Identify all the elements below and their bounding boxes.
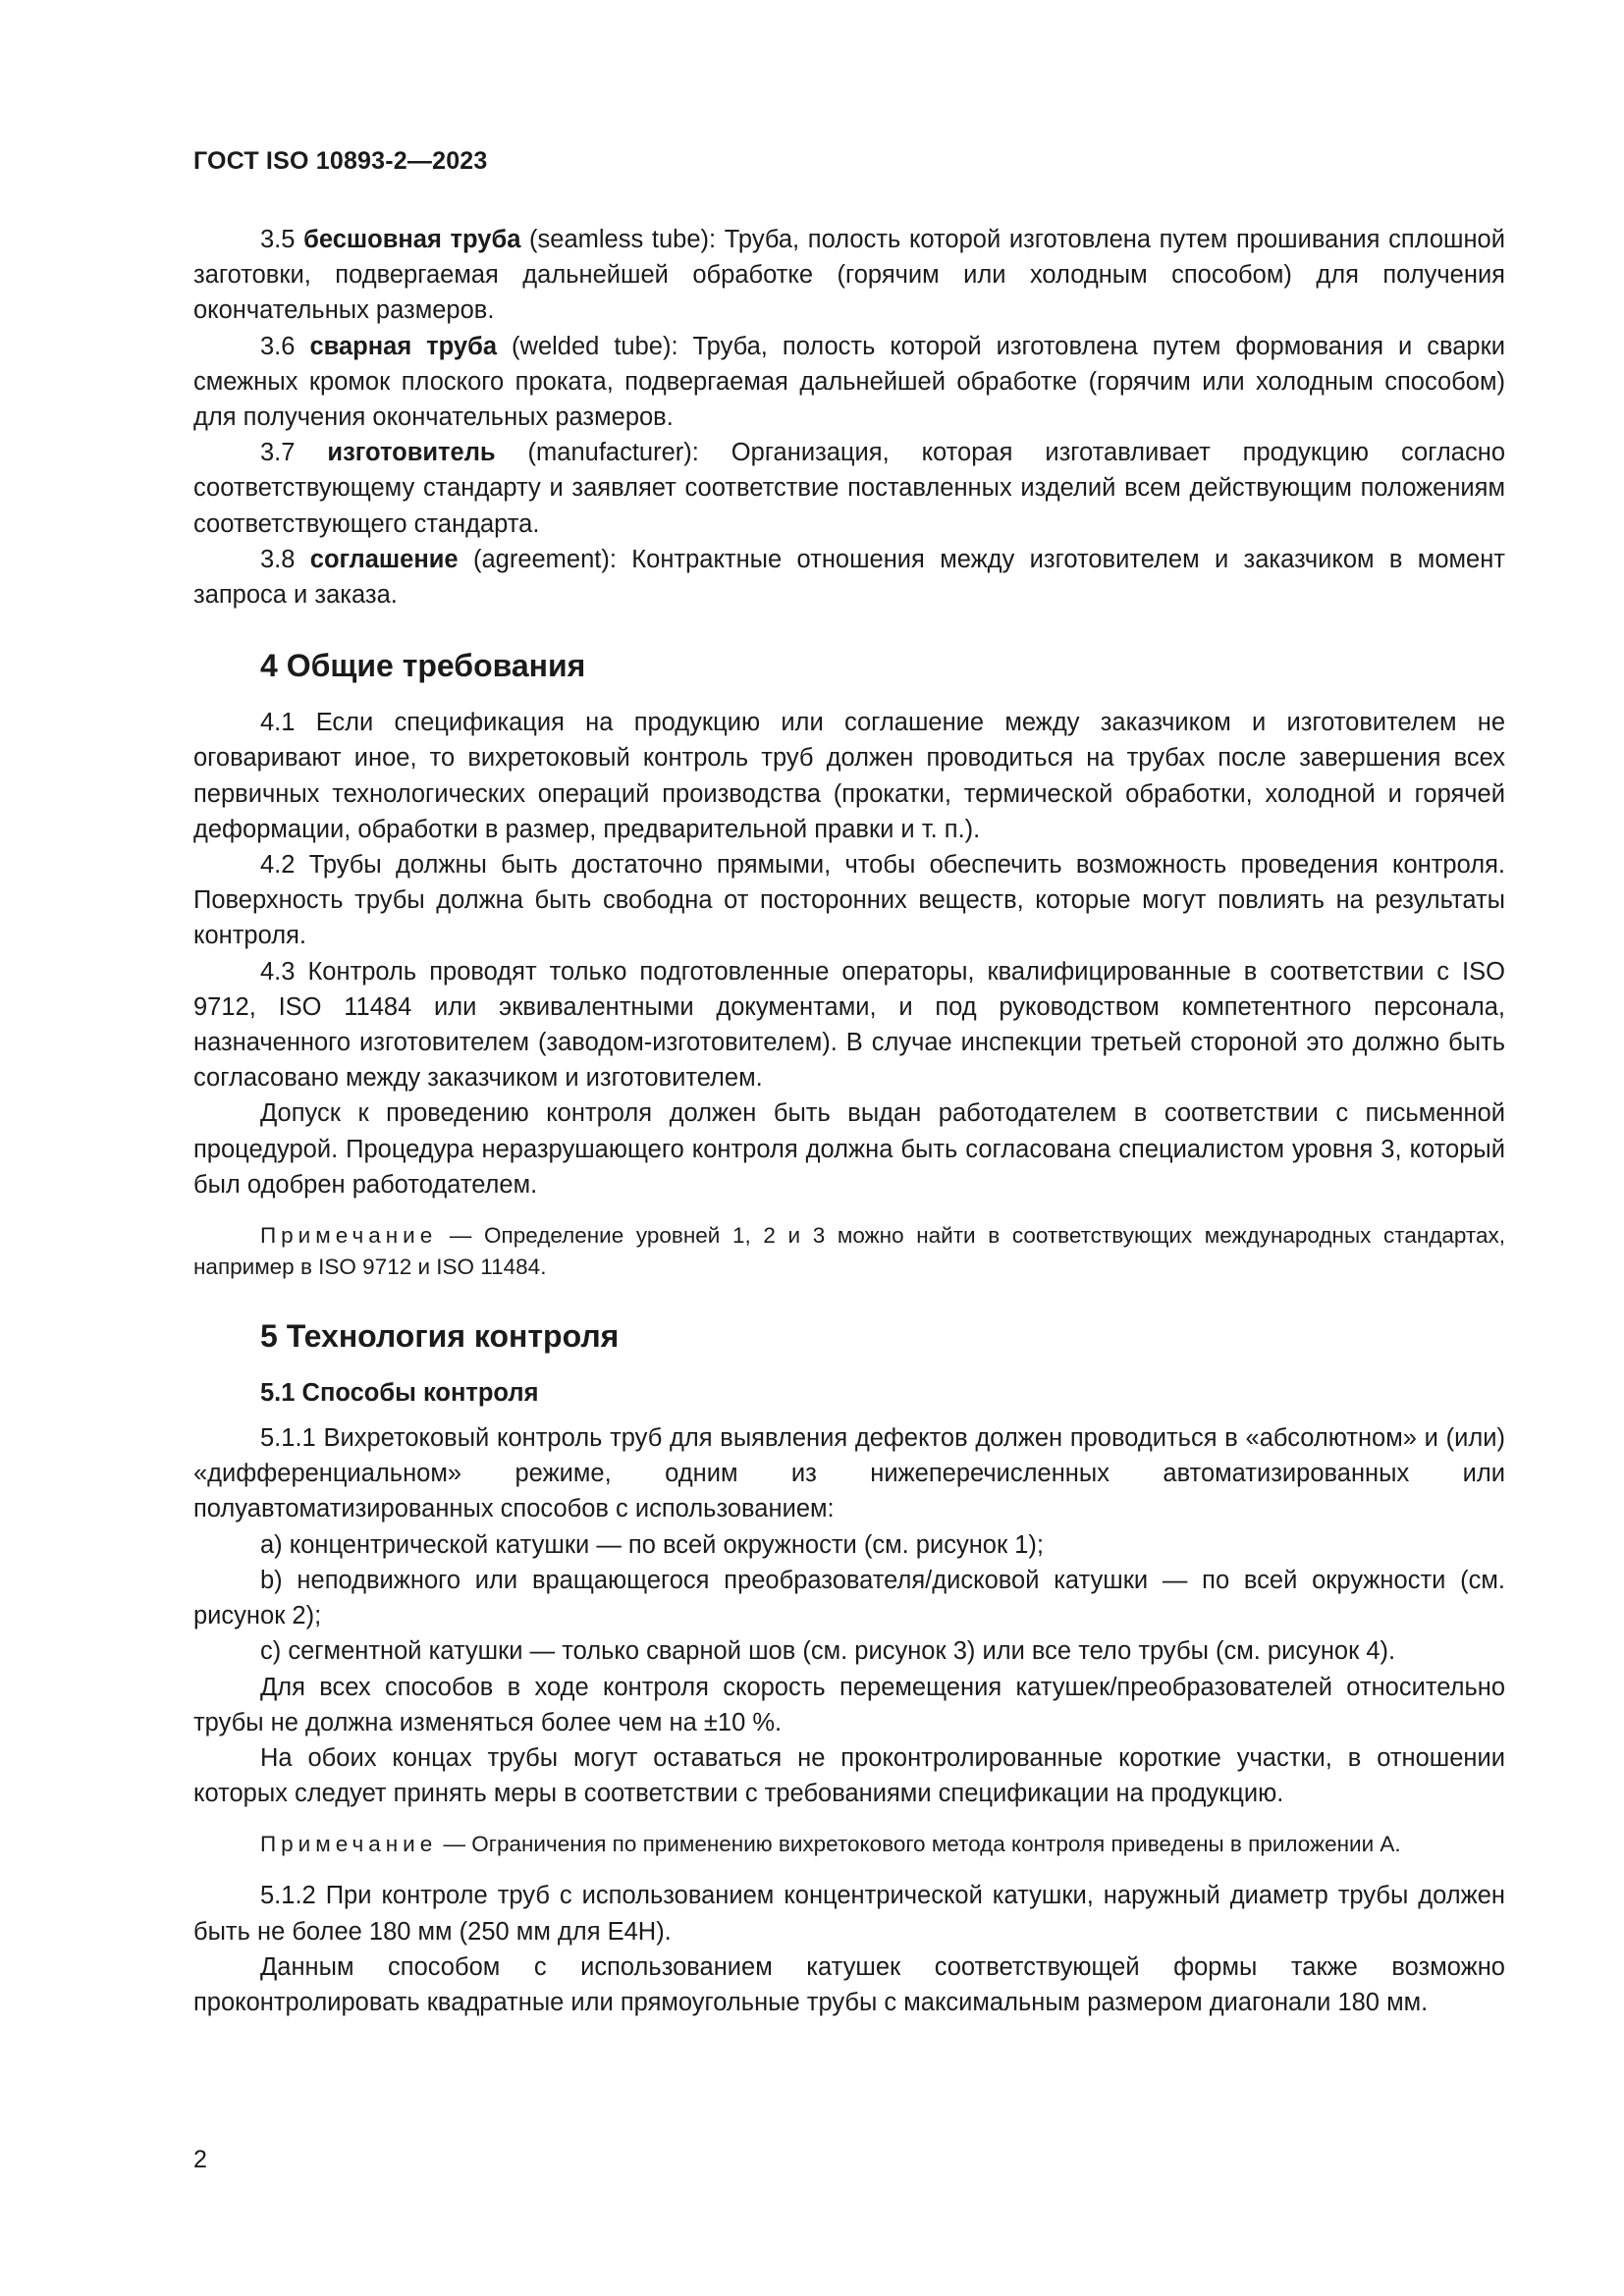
paragraph-4-3-admission: Допуск к проведению контроля должен быть выдан работодателем в соответствии с письменной процедурой. Процедура неразрушающего контроля должна быть согласована специалистом уровня 3, который был одобрен работодателем. <box>193 1099 1505 1199</box>
subsection-5-1-title: 5.1 Способы контроля <box>260 1379 539 1408</box>
paragraph-5-1-2: 5.1.2 При контроле труб с использованием концентрической катушки, наружный диаметр трубы должен быть не более 180 мм (250 мм для Е4Н). <box>193 1882 1505 1946</box>
page-number: 2 <box>193 2146 207 2173</box>
note-text: — Ограничения по применению вихретокового метода контроля приведены в приложении А. <box>443 1832 1401 1857</box>
paragraph-square-tubes: Данным способом с использованием катушек соответствующей формы также возможно проконтролировать квадратные или прямоугольные трубы с максимальным размером диагонали 180 мм. <box>193 1952 1505 2016</box>
list-item-c: с) сегментной катушки — только сварной шов (см. рисунок 3) или все тело трубы (см. рисунок 4). <box>260 1637 1396 1666</box>
note-label: Примечание <box>260 1832 438 1857</box>
term-name: сварная труба <box>309 332 498 360</box>
term-number: 3.8 <box>260 545 296 573</box>
term-number: 3.5 <box>260 226 296 253</box>
term-3-7 <box>193 435 1505 542</box>
term-english: (agreement): <box>472 545 617 573</box>
term-english: (seamless tube): <box>529 226 717 253</box>
term-definition: Организация, которая изготавливает продукцию согласно соответствующему стандарту и заявляет соответствие поставленных изделий всем действующим положениям соответствующего стандарта. <box>193 439 1506 538</box>
note-5 <box>193 1829 1505 1860</box>
note-4 <box>193 1220 1505 1283</box>
term-definition: Контрактные отношения между изготовителем и заказчиком в момент запроса и заказа. <box>193 545 1505 610</box>
term-english: (manufacturer): <box>527 439 699 467</box>
list-item-a: а) концентрической катушки — по всей окружности (см. рисунок 1); <box>260 1530 1044 1559</box>
document-code-header: ГОСТ ISO 10893-2—2023 <box>193 147 488 175</box>
section-5-title: 5 Технология контроля <box>260 1318 620 1355</box>
term-definition: Труба, полость которой изготовлена путем формования и сварки смежных кромок плоского проката, подвергаемая дальнейшей обработке (горячим или холодным способом) для получения окончательных размеров. <box>193 332 1506 432</box>
paragraph-speed: Для всех способов в ходе контроля скорость перемещения катушек/преобразователей относительно трубы не должна изменяться более чем на ±10 %. <box>193 1673 1505 1736</box>
term-3-6 <box>193 329 1505 436</box>
paragraph-4-1: 4.1 Если спецификация на продукцию или соглашение между заказчиком и изготовителем не оговаривают иное, то вихретоковый контроль труб должен проводиться на трубах после завершения всех первичных технологических операций производства (прокатки, термической обработки, холодной и горячей деформации, обработки в размер, предварительной правки и т. п.). <box>193 709 1505 843</box>
list-item-b: b) неподвижного или вращающегося преобразователя/дисковой катушки — по всей окружности (см. рисунок 2); <box>193 1566 1505 1630</box>
term-name: соглашение <box>309 545 459 573</box>
paragraph-tube-ends: На обоих концах трубы могут оставаться не проконтролированные короткие участки, в отношении которых следует принять меры в соответствии с требованиями спецификации на продукцию. <box>193 1743 1505 1808</box>
section-4-title: 4 Общие требования <box>260 648 586 684</box>
term-name: бесшовная труба <box>303 226 521 253</box>
paragraph-4-2: 4.2 Трубы должны быть достаточно прямыми, чтобы обеспечить возможность проведения контроля. Поверхность трубы должна быть свободна от посторонних веществ, которые могут повлиять на результаты контроля. <box>193 851 1505 950</box>
term-number: 3.7 <box>260 439 296 467</box>
term-name: изготовитель <box>327 439 496 467</box>
paragraph-4-3: 4.3 Контроль проводят только подготовленные операторы, квалифицированные в соответствии с ISO 9712, ISO 11484 или эквивалентными документами, и под руководством компетентного персонала, назначенного изготовителем (заводом-изготовителем). В случае инспекции третьей стороной это должно быть согласовано между заказчиком и изготовителем. <box>193 957 1505 1093</box>
document-body <box>193 222 1505 2020</box>
paragraph-5-1-1: 5.1.1 Вихретоковый контроль труб для выявления дефектов должен проводиться в «абсолютном» и (или) «дифференциальном» режиме, одним из нижеперечисленных автоматизированных или полуавтоматизированных способов с использованием: <box>193 1424 1505 1523</box>
term-3-8 <box>193 542 1505 613</box>
note-label: Примечание <box>260 1223 438 1249</box>
note-text: — Определение уровней 1, 2 и 3 можно найти в соответствующих международных стандартах, например в ISO 9712 и ISO 11484. <box>193 1223 1505 1280</box>
term-english: (welded tube): <box>512 332 678 360</box>
term-number: 3.6 <box>260 332 296 360</box>
term-definition: Труба, полость которой изготовлена путем прошивания сплошной заготовки, подвергаемая дальнейшей обработке (горячим или холодным способом) для получения окончательных размеров. <box>193 226 1505 325</box>
term-3-5 <box>193 222 1505 329</box>
